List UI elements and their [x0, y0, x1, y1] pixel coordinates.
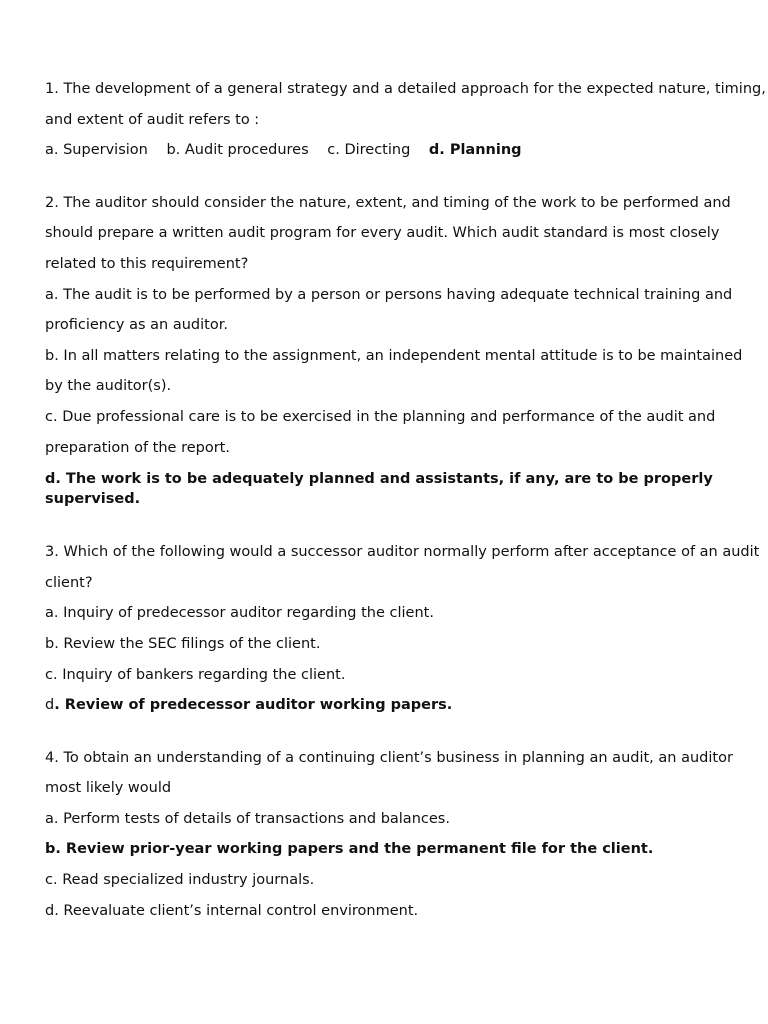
option-b-correct: b. Review prior-year working papers and the permanent file for the client. — [45, 841, 654, 858]
option-c: c. Inquiry of bankers regarding the client. — [45, 666, 346, 683]
question-text: 3. Which of the following would a successor auditor normally perform after acceptance of an audit — [45, 544, 760, 561]
question-4 — [45, 743, 733, 927]
option-d-correct: d. Planning — [428, 142, 522, 159]
option-d-prefix: d — [45, 697, 55, 714]
option-d-text: . Review of predecessor auditor working papers. — [54, 697, 453, 714]
question-1 — [45, 74, 766, 166]
option-b-cont: by the auditor(s). — [45, 378, 172, 395]
question-text: 1. The development of a general strategy and a detailed approach for the expected nature, timing, — [45, 81, 766, 97]
option-a: a. Perform tests of details of transactions and balances. — [45, 810, 450, 827]
question-text: most likely would — [45, 780, 172, 797]
question-text: 2. The auditor should consider the nature, extent, and timing of the work to be performed and — [45, 194, 731, 211]
question-text: and extent of audit refers to : — [45, 111, 260, 128]
option-d-line1: d. The work is to be adequately planned and assistants, if any, are to be properly — [45, 471, 713, 488]
option-a: a. Inquiry of predecessor auditor regarding the client. — [45, 605, 434, 622]
option-b: b. Audit procedures — [166, 142, 309, 159]
question-text: should prepare a written audit program for every audit. Which audit standard is most closely — [45, 225, 720, 242]
question-text: client? — [45, 574, 93, 591]
option-b: b. Review the SEC filings of the client. — [45, 635, 321, 652]
option-b: b. In all matters relating to the assignment, an independent mental attitude is to be maintained — [45, 347, 743, 364]
option-d-correct — [45, 690, 725, 721]
option-c: c. Read specialized industry journals. — [45, 872, 315, 889]
question-2 — [45, 188, 743, 509]
option-c: c. Directing — [327, 142, 411, 159]
option-d-line2: supervised. — [45, 491, 141, 508]
option-c: c. Due professional care is to be exercised in the planning and performance of the audit and — [45, 408, 716, 425]
option-d: d. Reevaluate client’s internal control environment. — [45, 902, 419, 919]
question-text: related to this requirement? — [45, 255, 249, 272]
option-a: a. The audit is to be performed by a person or persons having adequate technical training and — [45, 286, 733, 303]
option-a-cont: proficiency as an auditor. — [45, 317, 228, 334]
question-text: 4. To obtain an understanding of a continuing client’s business in planning an audit, an auditor — [45, 749, 733, 766]
answer-options — [45, 135, 725, 166]
option-c-cont: preparation of the report. — [45, 439, 230, 456]
option-a: a. Supervision — [45, 142, 148, 159]
option-d-correct — [45, 469, 725, 509]
document-page — [45, 74, 766, 948]
question-3 — [45, 537, 760, 721]
